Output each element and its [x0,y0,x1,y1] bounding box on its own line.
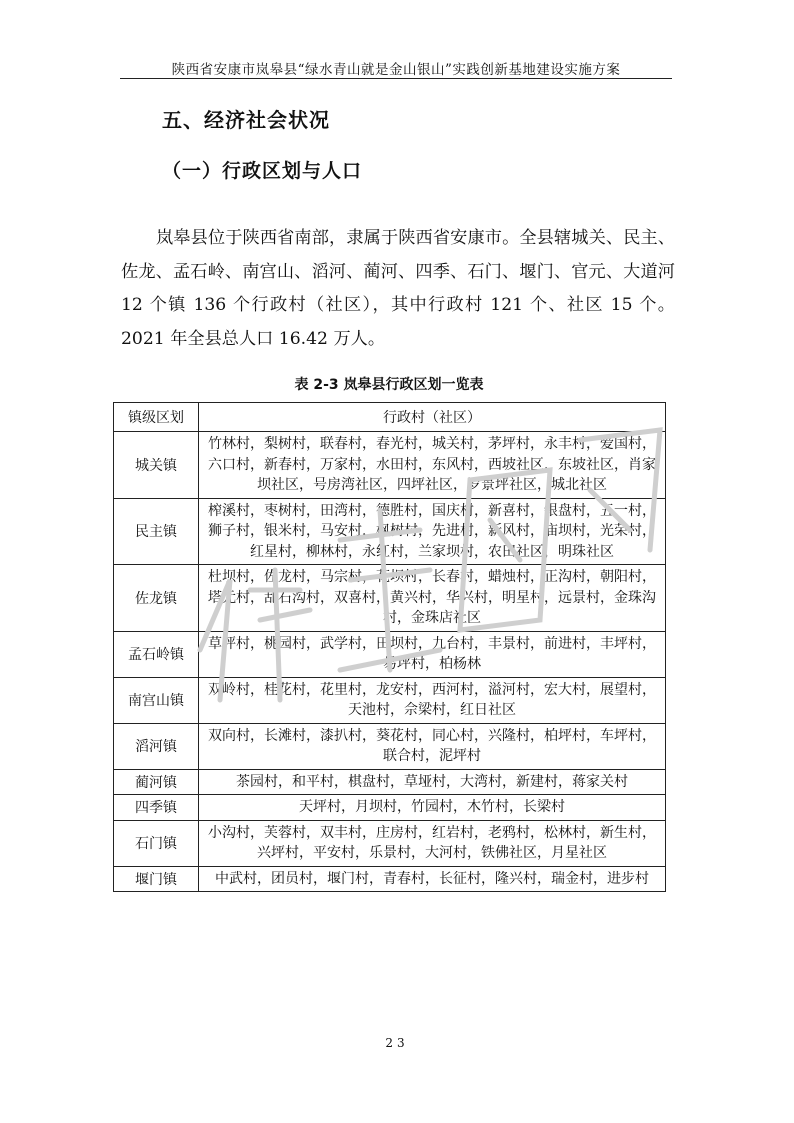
town-cell: 蔺河镇 [114,769,199,795]
table-row [114,677,666,723]
column-header-villages: 行政村（社区） [199,403,666,432]
table-header-row [114,403,666,432]
town-cell: 堰门镇 [114,866,199,892]
table-body [114,432,666,892]
table-row [114,769,666,795]
table-row [114,565,666,632]
table-row [114,820,666,866]
town-cell: 城关镇 [114,432,199,499]
table-row [114,498,666,565]
header-divider [120,78,672,79]
villages-cell: 草坪村，桃园村，武学村，田坝村，九台村，丰景村，前进村，丰坪村，易坪村，柏杨林 [199,631,666,677]
page-number: 23 [385,1036,409,1050]
table-row [114,631,666,677]
villages-cell: 双岭村，桂花村，花里村，龙安村，西河村，溢河村，宏大村，展望村，天池村，佘梁村，红日社区 [199,677,666,723]
table-row [114,432,666,499]
villages-cell: 榨溪村，枣树村，田湾村，德胜村，国庆村，新喜村，银盘村，五一村，狮子村，银米村，马安村，枫树村，先进村，新风村，庙坝村，光荣村，红星村，柳林村，永红村，兰家坝村，农田社区，明珠社区 [199,498,666,565]
villages-cell: 天坪村，月坝村，竹园村，木竹村，长梁村 [199,795,666,821]
town-cell: 孟石岭镇 [114,631,199,677]
town-cell: 民主镇 [114,498,199,565]
admin-division-table [113,402,666,892]
villages-cell: 中武村，团员村，堰门村，青春村，长征村，隆兴村，瑞金村，进步村 [199,866,666,892]
table-row [114,723,666,769]
town-cell: 南宫山镇 [114,677,199,723]
town-cell: 滔河镇 [114,723,199,769]
villages-cell: 茶园村，和平村，棋盘村，草垭村，大湾村，新建村，蒋家关村 [199,769,666,795]
table-row [114,795,666,821]
table-caption: 表 2-3 岚皋县行政区划一览表 [294,377,484,393]
table-row [114,866,666,892]
section-title: 五、经济社会状况 [162,108,330,132]
body-paragraph: 岚皋县位于陕西省南部，隶属于陕西省安康市。全县辖城关、民主、佐龙、孟石岭、南宫山、滔河、蔺河、四季、石门、堰门、官元、大道河 12 个镇 136 个行政村（社区），其中行政村 121 个、社区 15 个。2021 年全县总人口 16.42 万人。 [121,228,675,349]
running-header: 陕西省安康市岚皋县“绿水青山就是金山银山”实践创新基地建设实施方案 [171,62,621,78]
villages-cell: 小沟村，芙蓉村，双丰村，庄房村，红岩村，老鸦村，松林村，新生村，兴坪村，平安村，乐景村，大河村，铁佛社区，月星社区 [199,820,666,866]
town-cell: 四季镇 [114,795,199,821]
town-cell: 佐龙镇 [114,565,199,632]
villages-cell: 杜坝村，佐龙村，马宗村，花坝村，长春村，蜡烛村，正沟村，朝阳村，塔元村，乱石沟村，双喜村，黄兴村，华兴村，明星村，远景村，金珠沟村，金珠店社区 [199,565,666,632]
town-cell: 石门镇 [114,820,199,866]
subsection-title: （一）行政区划与人口 [162,160,363,182]
villages-cell: 竹林村，梨树村，联春村，春光村，城关村，茅坪村，永丰村，爱国村，六口村，新春村，万家村，水田村，东风村，西坡社区，东坡社区，肖家坝社区，号房湾社区，四坪社区，罗景坪社区，城北社区 [199,432,666,499]
villages-cell: 双向村，长滩村，漆扒村，葵花村，同心村，兴隆村，柏坪村，车坪村，联合村，泥坪村 [199,723,666,769]
column-header-town: 镇级区划 [114,403,199,432]
